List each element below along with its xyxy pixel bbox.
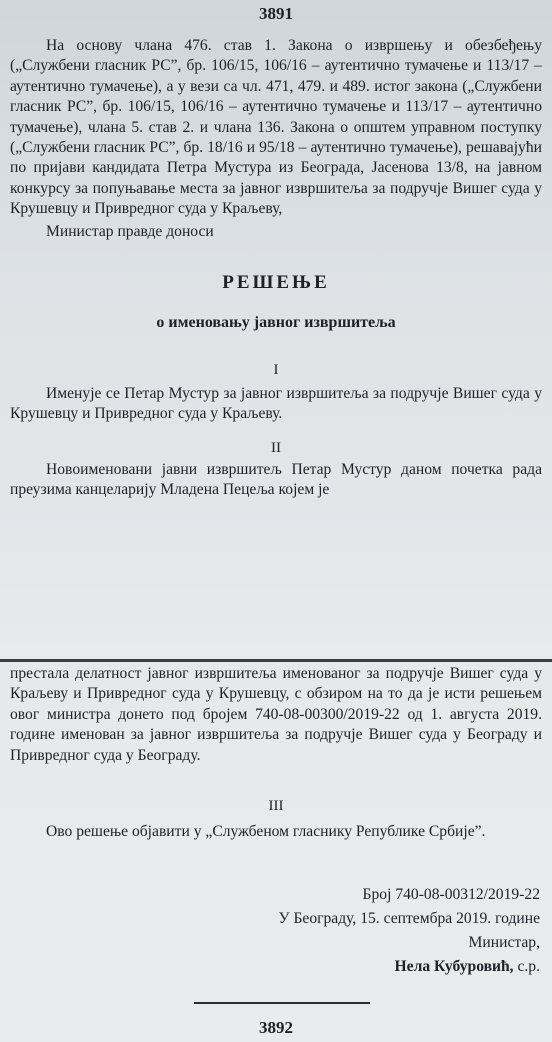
minister-line: Министар правде доноси: [46, 222, 214, 240]
document-number-top: 3891: [259, 4, 293, 23]
page-fold-gap: [0, 500, 552, 660]
section-numeral-1: I: [273, 362, 279, 378]
signer-title: Министар,: [468, 934, 540, 951]
section-2-text-b: престала делатност јавног извршитеља именованог за подручје Вишег суда у Краљеву и Привредног суда у Крушевцу, с обзиром на то да је исти решењем овог министра донето под бројем 740-08-00300/2019-22 од 1. августа 2019. године именован за јавног извршитеља за подручје Вишег суда у Београду и Привредног суда у Београду.: [10, 665, 542, 764]
section-2-part-a: [10, 460, 542, 501]
section-1-text: Именује се Петар Мустур за јавног извршитеља за подручје Вишег суда у Крушевцу и Привредног суда у Краљеву.: [10, 385, 542, 423]
decision-title: РЕШЕЊЕ: [222, 272, 330, 293]
preamble-text: На основу члана 476. став 1. Закона о извршењу и обезбеђењу („Службени гласник РС”, бр. 106/15, 106/16 – аутентично тумачење и 113/17 – аутентично тумачење), а у вези са чл. 471, 479. и 489. истог закона („Службени гласник РС”, бр. 106/15, 106/16 – аутентично тумачење и 113/17 – аутентично тумачење), члана 5. став 2. и члана 136. Закона о општем управном поступку („Службени гласник РС”, бр. 18/16 и 95/18 – аутентично тумачење), решавајући по пријави кандидата Петра Мустура из Београда, Јасенова 13/8, на јавном конкурсу за попуњавање места за јавног извршитеља за подручје Вишег суда у Крушевцу и Привредног суда у Краљеву,: [10, 37, 542, 218]
signer-name: Нела Кубуровић,: [394, 958, 514, 975]
section-numeral-3: III: [268, 798, 284, 814]
section-2-part-b: [10, 664, 542, 766]
reference-number: Број 740-08-00312/2019-22: [362, 886, 540, 903]
separator-line: [194, 1002, 370, 1004]
section-1: [10, 384, 542, 425]
place-date: У Београду, 15. септембра 2019. године: [278, 910, 540, 927]
preamble-block: [10, 36, 542, 242]
section-numeral-2: II: [271, 440, 281, 456]
decision-subtitle: о именовању јавног извршитеља: [156, 314, 396, 331]
document-number-bottom: 3892: [259, 1018, 293, 1037]
signer-block: [395, 956, 540, 978]
section-2-text-a: Новоименовани јавни извршитељ Петар Мустур даном почетка рада преузима канцеларију Младена Пецеља којем је: [10, 461, 542, 499]
section-3-text: Ово решење објавити у „Службеном гласнику Републике Србије”.: [46, 823, 486, 840]
signer-suffix: с.р.: [513, 958, 540, 975]
page-fold-crease: [0, 659, 552, 662]
section-3: [10, 822, 542, 842]
